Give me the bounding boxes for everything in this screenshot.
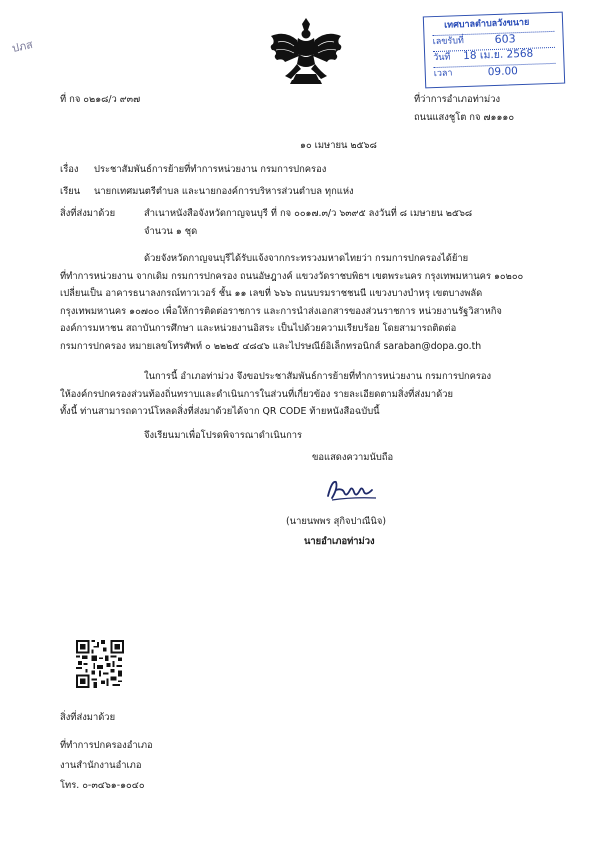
footer-section: งานสำนักงานอำเภอ (60, 760, 142, 771)
handwritten-note: ปภส (10, 37, 34, 56)
stamp-time-value: 09.00 (487, 65, 519, 79)
regards-line: ขอแสดงความนับถือ (312, 452, 394, 463)
footer-office: ที่ทำการปกครองอำเภอ (60, 740, 153, 751)
enclosure-text: สำเนาหนังสือจังหวัดกาญจนบุรี ที่ กจ ๐๐๑๗.๓/ว ๖๓๙๕ ลงวันที่ ๘ เมษายน ๒๕๖๘ (144, 208, 473, 219)
qr-caption: สิ่งที่ส่งมาด้วย (60, 712, 116, 723)
body-paragraph-2 (60, 368, 556, 421)
stamp-date-value: 18 เม.ย. 2568 (462, 47, 534, 63)
stamp-receipt-no: 603 (494, 32, 516, 46)
signatory-position: นายอำเภอท่าม่วง (304, 536, 375, 547)
stamp-receipt-label: เลขรับที่ (432, 36, 465, 48)
enclosure-label: สิ่งที่ส่งมาด้วย (60, 208, 116, 219)
body-paragraph-1 (60, 250, 556, 355)
para2-line: ในการนี้ อำเภอท่าม่วง จึงขอประชาสัมพันธ์การย้ายที่ทำการหน่วยงาน กรมการปกครอง (144, 371, 492, 382)
garuda-emblem-icon (268, 14, 344, 88)
recipient-label: เรียน (60, 186, 81, 197)
para1-line: กรมการปกครอง หมายเลขโทรศัพท์ ๐ ๒๒๒๕ ๔๘๔๖ และไปรษณีย์อิเล็กทรอนิกส์ saraban@dopa.go.th (60, 340, 482, 352)
para2-line: ให้องค์กรปกครองส่วนท้องถิ่นทราบและดำเนินการในส่วนที่เกี่ยวข้อง รายละเอียดตามสิ่งที่ส่งมาด้วย (60, 388, 453, 400)
office-address-line1: ที่ว่าการอำเภอท่าม่วง (414, 94, 501, 105)
ref-number: ที่ กจ ๐๒๑๘/ว ๙๓๗ (60, 94, 141, 105)
para1-line: องค์การมหาชน สถาบันการศึกษา และหน่วยงานอิสระ เป็นไปด้วยความเรียบร้อย โดยสามารถติดต่อ (60, 323, 457, 334)
signatory-name: (นายนพพร สุกิจปาณีนิจ) (286, 516, 386, 527)
para1-line: ด้วยจังหวัดกาญจนบุรีได้รับแจ้งจากกระทรวงมหาดไทยว่า กรมการปกครองได้ย้าย (144, 253, 469, 264)
para1-line: กรุงเทพมหานคร ๑๐๗๐๐ เพื่อให้การติดต่อราชการ และการนำส่งเอกสารของส่วนราชการ หน่วยงานรัฐวิสาหกิจ (60, 305, 502, 317)
para2-line: ทั้งนี้ ท่านสามารถดาวน์โหลดสิ่งที่ส่งมาด้วยได้จาก QR CODE ท้ายหนังสือฉบับนี้ (60, 406, 380, 417)
subject-label: เรื่อง (60, 164, 79, 175)
qr-code-icon (76, 640, 124, 688)
footer-phone: โทร. ๐-๓๔๖๑-๑๐๔๐ (60, 780, 145, 791)
stamp-time-label: เวลา (433, 68, 453, 80)
office-address-line2: ถนนแสงชูโต กจ ๗๑๑๑๐ (414, 112, 515, 123)
para1-line: ที่ทำการหน่วยงาน จากเดิม กรมการปกครอง ถนนอัษฎางค์ แขวงวัดราชบพิธฯ เขตพระนคร กรุงเทพมหานคร ๑๐๒๐๐ (60, 270, 524, 282)
handwritten-signature-icon (322, 474, 380, 504)
receipt-stamp (423, 12, 565, 89)
stamp-org: เทศบาลตำบลวังขนาย (443, 17, 530, 31)
letter-date: ๑๐ เมษายน ๒๕๖๘ (300, 140, 377, 151)
stamp-date-label: วันที่ (433, 52, 451, 64)
para1-line: เปลี่ยนเป็น อาคารธนาลงกรณ์ทาวเวอร์ ชั้น ๑๑ เลขที่ ๖๖๖ ถนนบรมราชชนนี แขวงบางบำหรุ เขตบางพลัด (60, 288, 483, 299)
enclosure-quantity: จำนวน ๑ ชุด (144, 226, 198, 237)
closing-line: จึงเรียนมาเพื่อโปรดพิจารณาดำเนินการ (144, 430, 303, 441)
recipient-text: นายกเทศมนตรีตำบล และนายกองค์การบริหารส่วนตำบล ทุกแห่ง (94, 186, 354, 197)
subject-text: ประชาสัมพันธ์การย้ายที่ทำการหน่วยงาน กรมการปกครอง (94, 164, 327, 175)
